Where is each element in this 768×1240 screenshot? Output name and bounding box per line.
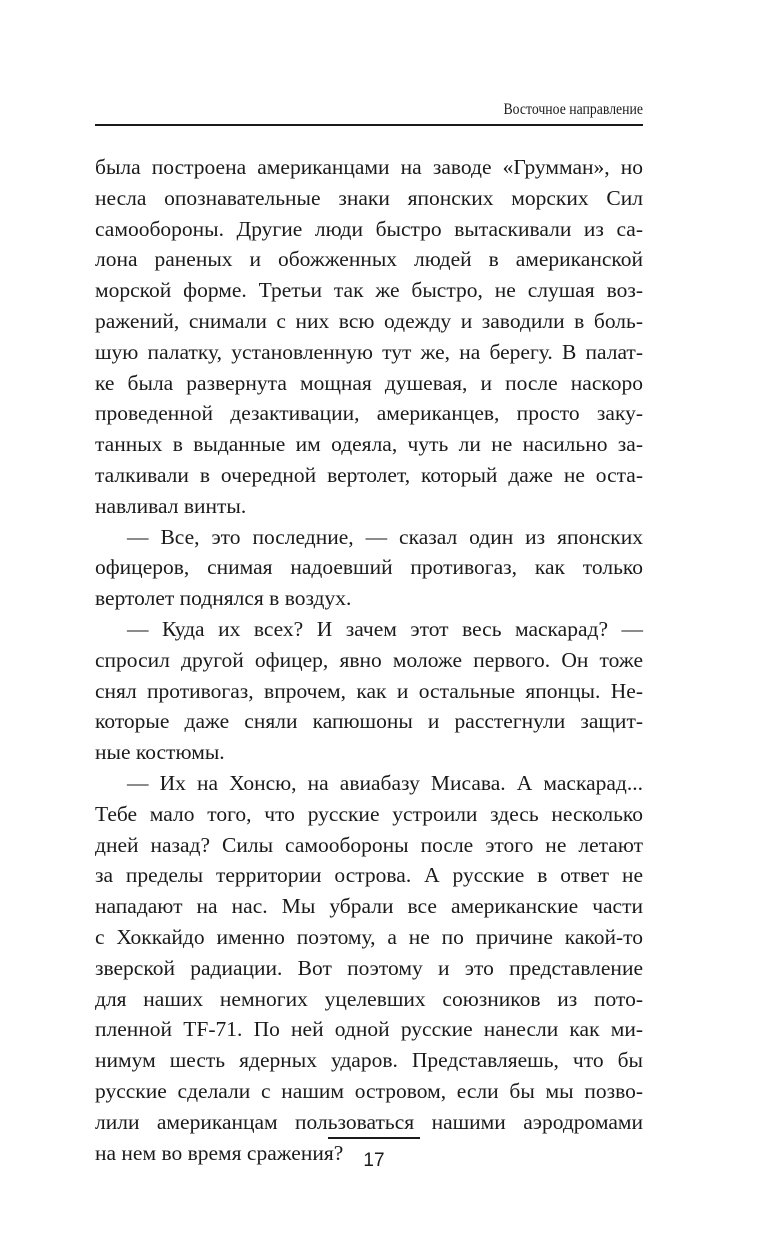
dialogue-line: — Куда их всех? И зачем этот весь маскарад? —	[127, 616, 643, 641]
running-header: Восточное направление	[503, 101, 643, 118]
text-line: несла опознавательные знаки японских морских Сил	[95, 185, 643, 210]
text-line: лили американцам пользоваться нашими аэродромами	[95, 1109, 643, 1134]
text-line: лона раненых и обожженных людей в американской	[95, 247, 643, 272]
page-number: 17	[363, 1150, 385, 1171]
text-line: была построена американцами на заводе «Грумман», но	[95, 155, 643, 179]
dialogue-line: — Все, это последние, — сказал один из японских	[127, 524, 643, 549]
text-line: с Хоккайдо именно поэтому, а не по причине какой-то	[95, 924, 643, 949]
text-line: ражений, снимали с них всю одежду и заводили в боль-	[95, 308, 643, 333]
text-line: пленной TF-71. По ней одной русские нанесли как ми-	[95, 1017, 643, 1042]
header-rule	[95, 124, 643, 126]
text-line: проведенной дезактивации, американцев, просто заку-	[95, 401, 643, 426]
text-line: самообороны. Другие люди быстро вытаскивали из са-	[95, 216, 643, 241]
text-line: шую палатку, установленную тут же, на берегу. В палат-	[95, 339, 643, 364]
text-line: ные костюмы.	[95, 740, 225, 765]
text-line: нападают на нас. Мы убрали все американские части	[95, 894, 643, 919]
text-line: которые даже сняли капюшоны и расстегнули защит-	[95, 709, 643, 734]
text-line: за пределы территории острова. А русские в ответ не	[95, 863, 643, 888]
text-line: талкивали в очередной вертолет, который даже не оста-	[95, 462, 643, 487]
text-line: русские сделали с нашим островом, если бы мы позво-	[95, 1078, 643, 1103]
dialogue-line: — Их на Хонсю, на авиабазу Мисава. А маскарад...	[127, 770, 643, 795]
text-line: снял противогаз, впрочем, как и остальные японцы. Не-	[95, 678, 643, 703]
footer-rule	[328, 1137, 420, 1139]
text-line: офицеров, снимая надоевший противогаз, как только	[95, 555, 643, 580]
body-text	[95, 152, 643, 1168]
text-line: на нем во время сражения?	[95, 1140, 344, 1165]
text-line: вертолет поднялся в воздух.	[95, 586, 352, 611]
text-line: дней назад? Силы самообороны после этого не летают	[95, 832, 643, 857]
text-line: нимум шесть ядерных ударов. Представляешь, что бы	[95, 1048, 643, 1073]
text-line: морской форме. Третьи так же быстро, не слушая воз-	[95, 278, 643, 303]
text-line: навливал винты.	[95, 493, 247, 518]
text-line: ке была развернута мощная душевая, и после наскоро	[95, 370, 643, 395]
text-line: спросил другой офицер, явно моложе первого. Он тоже	[95, 647, 643, 672]
text-line: танных в выданные им одеяла, чуть ли не насильно за-	[95, 432, 643, 457]
text-line: для наших немногих уцелевших союзников из пото-	[95, 986, 643, 1011]
text-line: зверской радиации. Вот поэтому и это представление	[95, 955, 643, 980]
text-line: Тебе мало того, что русские устроили здесь несколько	[95, 801, 643, 826]
